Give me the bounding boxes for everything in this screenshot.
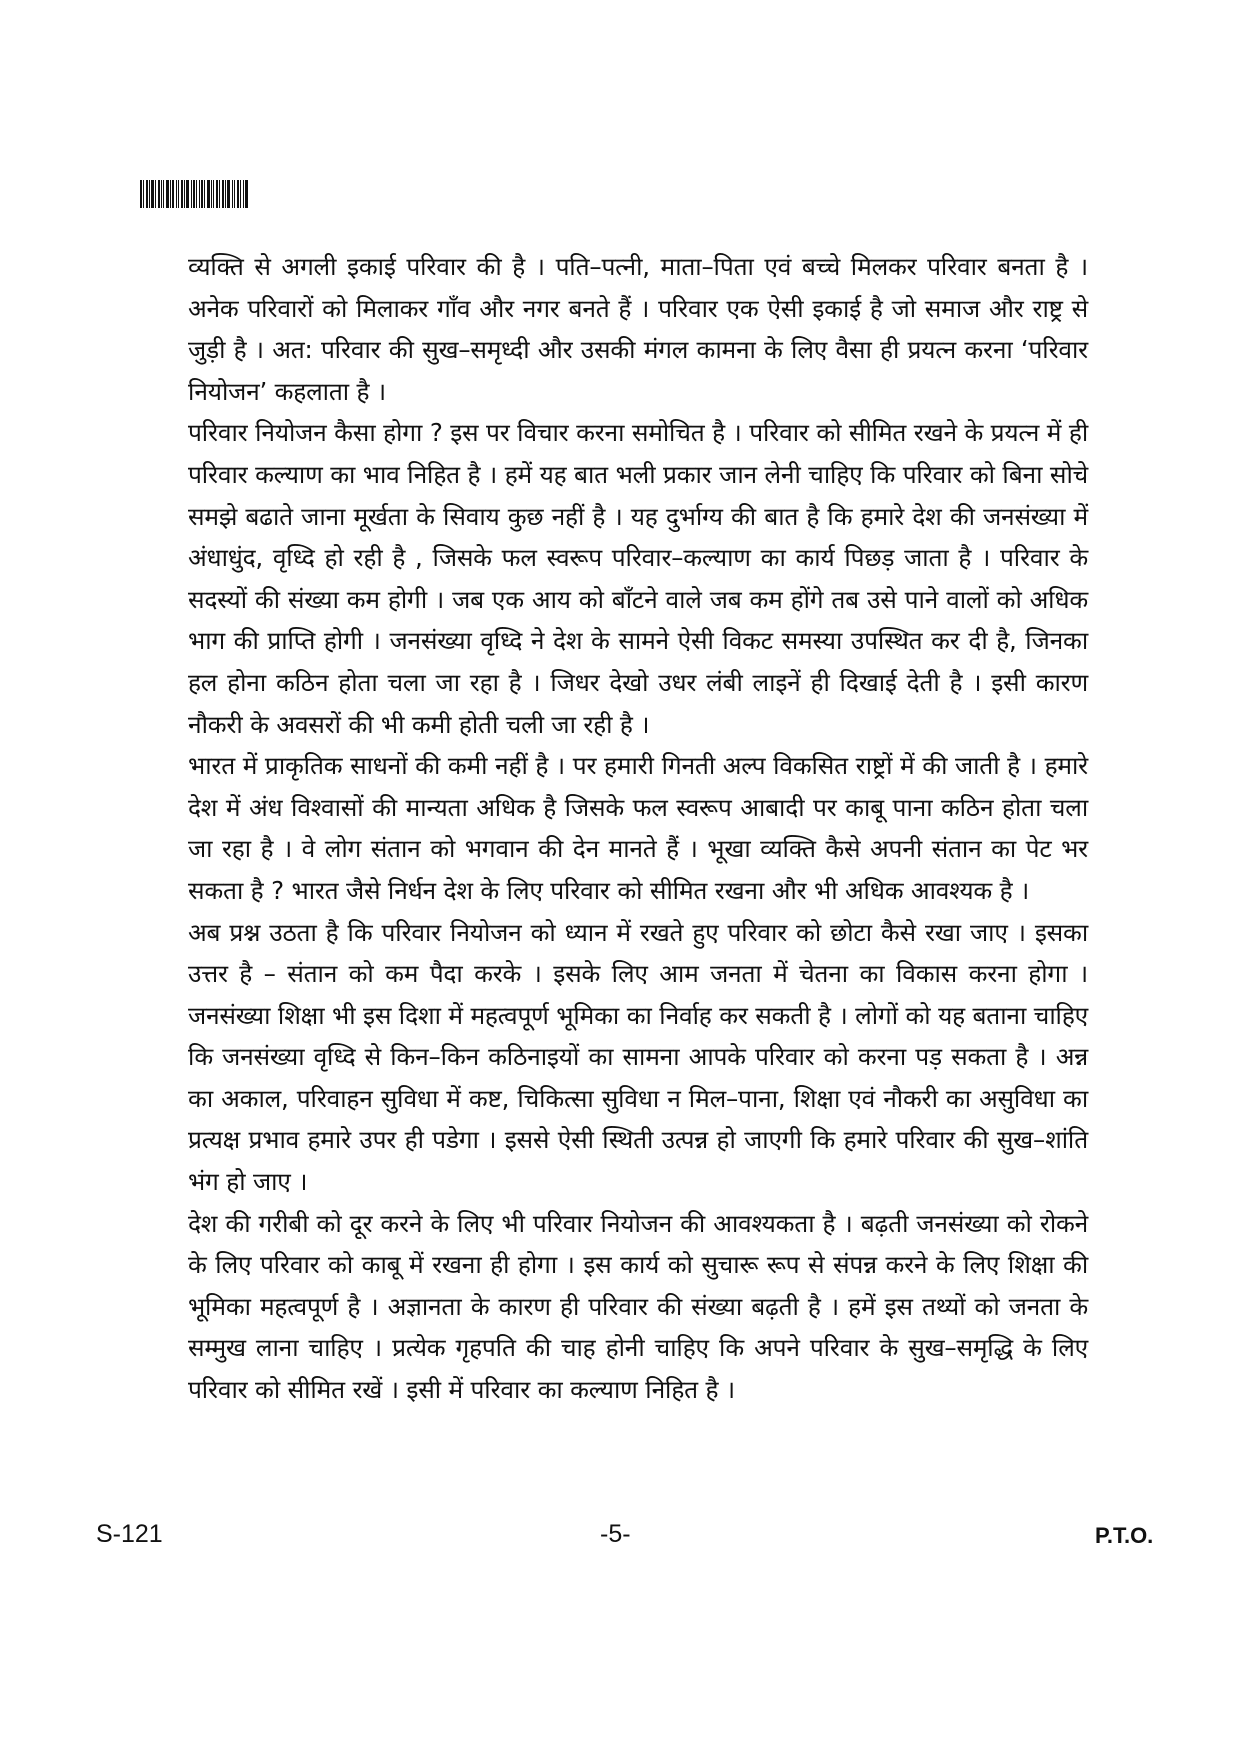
page-number: -5- bbox=[600, 1520, 631, 1548]
paragraph-family-unit: व्यक्ति से अगली इकाई परिवार की है । पति–पत्नी, माता–पिता एवं बच्चे मिलकर परिवार बनता है । अनेक परिवारों को मिलाकर गाँव और नगर बनते हैं । परिवार एक ऐसी इकाई है जो समाज और राष्ट्र से जुड़ी है । अत: परिवार की सुख–समृध्दी और उसकी मंगल कामना के लिए वैसा ही प्रयत्न करना ‘परिवार नियोजन’ कहलाता है । bbox=[188, 252, 1088, 406]
paragraph-poverty: देश की गरीबी को दूर करने के लिए भी परिवार नियोजन की आवश्यकता है । बढ़ती जनसंख्या को रोकने के लिए परिवार को काबू में रखना ही होगा । इस कार्य को सुचारू रूप से संपन्न करने के लिए शिक्षा की भूमिका महत्वपूर्ण है । अज्ञानता के कारण ही परिवार की संख्या बढ़ती है । हमें इस तथ्यों को जनता के सम्मुख लाना चाहिए । प्रत्येक गृहपति की चाह होनी चाहिए कि अपने परिवार के सुख–समृद्धि के लिए परिवार को सीमित रखें । इसी में परिवार का कल्याण निहित है । bbox=[188, 1208, 1088, 1405]
paragraph-small-family: अब प्रश्न उठता है कि परिवार नियोजन को ध्यान में रखते हुए परिवार को छोटा कैसे रखा जाए । इसका उत्तर है – संतान को कम पैदा करके । इसके लिए आम जनता में चेतना का विकास करना होगा । जनसंख्या शिक्षा भी इस दिशा में महत्वपूर्ण भूमिका का निर्वाह कर सकती है । लोगों को यह बताना चाहिए कि जनसंख्या वृध्दि से किन–किन कठिनाइयों का सामना आपके परिवार को करना पड़ सकता है । अन्न का अकाल, परिवाहन सुविधा में कष्ट, चिकित्सा सुविधा न मिल–पाना, शिक्षा एवं नौकरी का असुविधा का प्रत्यक्ष प्रभाव हमारे उपर ही पडेगा । इससे ऐसी स्थिती उत्पन्न हो जाएगी कि हमारे परिवार की सुख–शांति भंग हो जाए । bbox=[188, 917, 1088, 1197]
paragraph-india-resources: भारत में प्राकृतिक साधनों की कमी नहीं है । पर हमारी गिनती अल्प विकसित राष्ट्रों में की जाती है । हमारे देश में अंध विश्वासों की मान्यता अधिक है जिसके फल स्वरूप आबादी पर काबू पाना कठिन होता चला जा रहा है । वे लोग संतान को भगवान की देन मानते हैं । भूखा व्यक्ति कैसे अपनी संतान का पेट भर सकता है ? भारत जैसे निर्धन देश के लिए परिवार को सीमित रखना और भी अधिक आवश्यक है । bbox=[188, 751, 1089, 905]
barcode-graphic bbox=[140, 180, 248, 208]
document-body bbox=[188, 246, 1088, 1411]
paper-code: S-121 bbox=[96, 1520, 163, 1548]
paragraph-family-planning-method: परिवार नियोजन कैसा होगा ? इस पर विचार करना समोचित है । परिवार को सीमित रखने के प्रयत्न में ही परिवार कल्याण का भाव निहित है । हमें यह बात भली प्रकार जान लेनी चाहिए कि परिवार को बिना सोचे समझे बढाते जाना मूर्खता के सिवाय कुछ नहीं है । यह दुर्भाग्य की बात है कि हमारे देश की जनसंख्या में अंधाधुंद, वृध्दि हो रही है , जिसके फल स्वरूप परिवार–कल्याण का कार्य पिछड़ जाता है । परिवार के सदस्यों की संख्या कम होगी । जब एक आय को बाँटने वाले जब कम होंगे तब उसे पाने वालों को अधिक भाग की प्राप्ति होगी । जनसंख्या वृध्दि ने देश के सामने ऐसी विकट समस्या उपस्थित कर दी है, जिनका हल होना कठिन होता चला जा रहा है । जिधर देखो उधर लंबी लाइनें ही दिखाई देती है । इसी कारण नौकरी के अवसरों की भी कमी होती चली जा रही है । bbox=[188, 418, 1088, 739]
please-turn-over: P.T.O. bbox=[1095, 1523, 1154, 1548]
